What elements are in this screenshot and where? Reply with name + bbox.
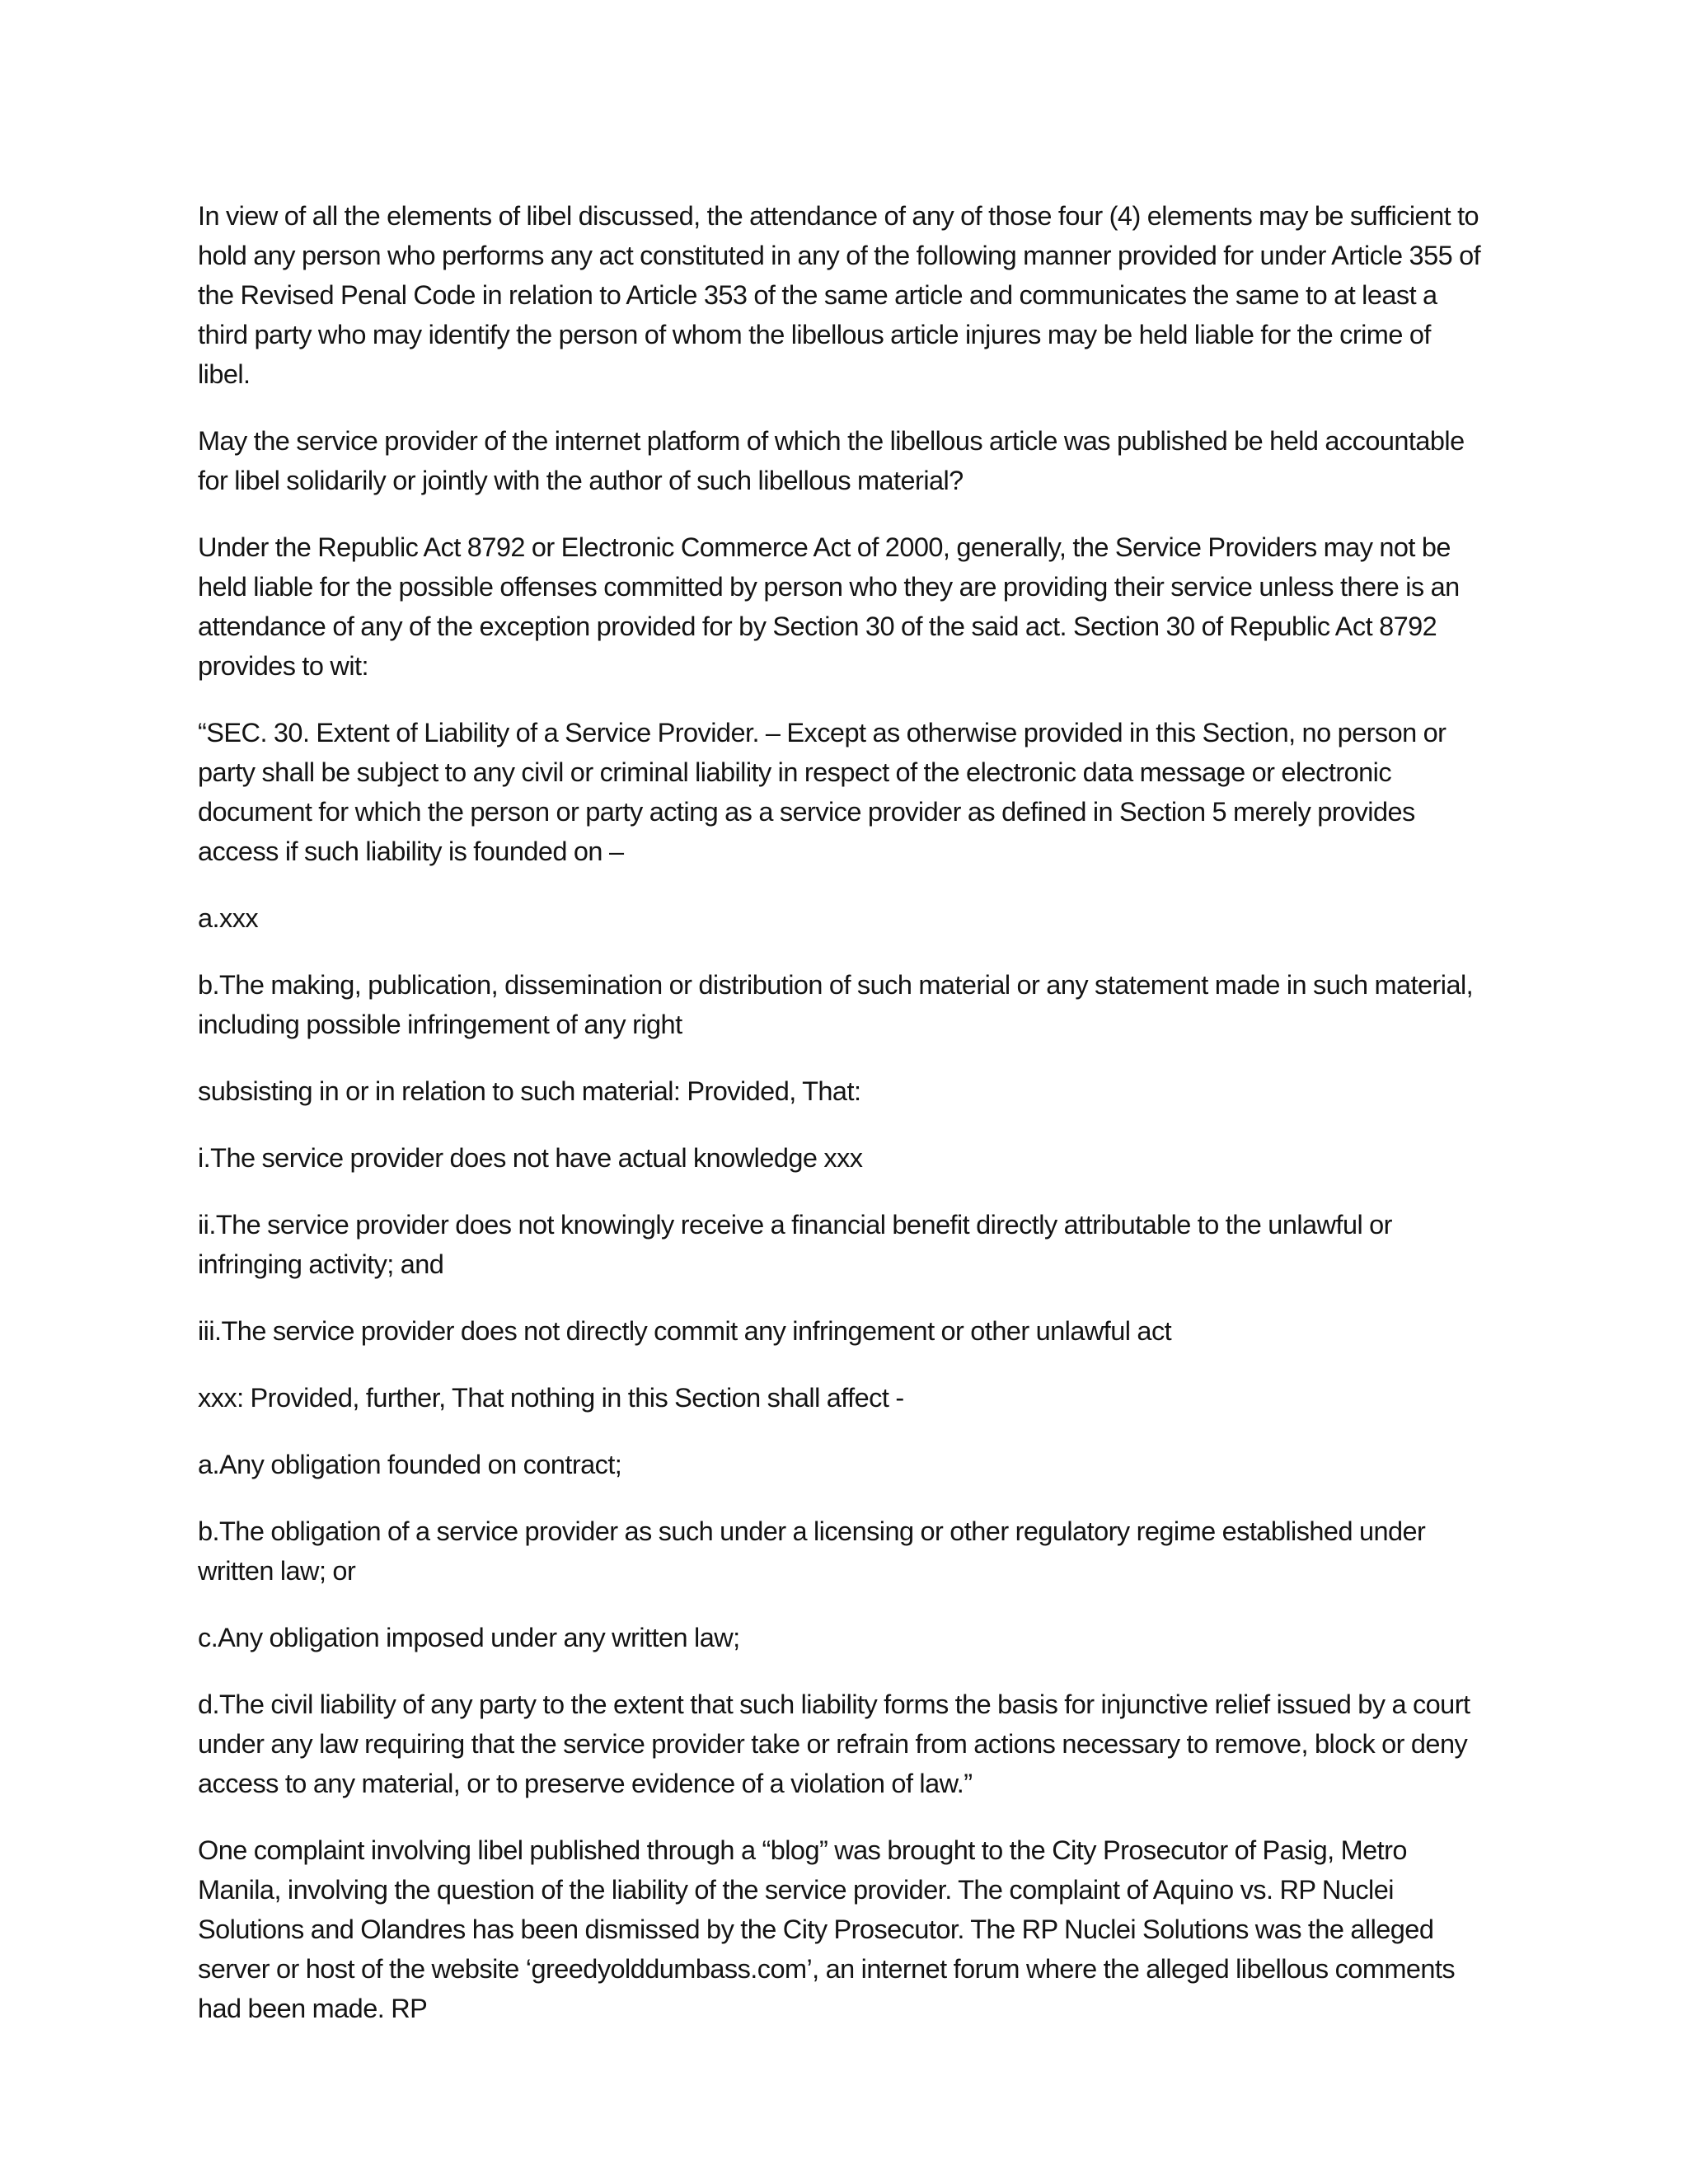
list-item-i: i.The service provider does not have actual knowledge xxx [198,1143,863,1173]
paragraph-libel-elements: In view of all the elements of libel discussed, the attendance of any of those four (4) elements may be sufficient to hold any person who performs any act constituted in any of the following manner provided for under Article 355 of the Revised Penal Code in relation to Article 353 of the same article and communicates the same to at least a third party who may identify the person of whom the libellous article injures may be held liable for the crime of libel. [198,201,1481,389]
paragraph-subsisting: subsisting in or in relation to such material: Provided, That: [198,1076,861,1106]
list-item-obligation-c: c.Any obligation imposed under any written law; [198,1623,740,1652]
paragraph-sec-30-quote: “SEC. 30. Extent of Liability of a Service Provider. – Except as otherwise provided in this Section, no person or party shall be subject to any civil or criminal liability in respect of the electronic data message or electronic document for which the person or party acting as a service provider as defined in Section 5 merely provides access if such liability is founded on – [198,718,1447,866]
list-item-iii: iii.The service provider does not directly commit any infringement or other unlawful act [198,1316,1172,1346]
paragraph-ra-8792: Under the Republic Act 8792 or Electronic Commerce Act of 2000, generally, the Service Providers may not be held liable for the possible offenses committed by person who they are providing their service unless there is an attendance of any of the exception provided for by Section 30 of the said act. Section 30 of Republic Act 8792 provides to wit: [198,532,1460,681]
list-item-ii: ii.The service provider does not knowingly receive a financial benefit directly attributable to the unlawful or infringing activity; and [198,1210,1392,1279]
list-item-obligation-a: a.Any obligation founded on contract; [198,1450,622,1479]
paragraph-service-provider-question: May the service provider of the internet platform of which the libellous article was published be held accountable for libel solidarily or jointly with the author of such libellous material? [198,426,1465,495]
list-item-b: b.The making, publication, dissemination or distribution of such material or any statement made in such material, including possible infringement of any right [198,970,1474,1039]
list-item-obligation-d: d.The civil liability of any party to the extent that such liability forms the basis for injunctive relief issued by a court under any law requiring that the service provider take or refrain from actions necessary to remove, block or deny access to any material, or to preserve evidence of a violation of law.” [198,1690,1470,1798]
paragraph-aquino-complaint: One complaint involving libel published through a “blog” was brought to the City Prosecutor of Pasig, Metro Manila, involving the question of the liability of the service provider. The complaint of Aquino vs. RP Nuclei Solutions and Olandres has been dismissed by the City Prosecutor. The RP Nuclei Solutions was the alleged server or host of the website ‘greedyolddumbass.com’, an internet forum where the alleged libellous comments had been made. RP [198,1835,1456,2023]
list-item-a: a.xxx [198,903,259,933]
document-body [198,196,1484,2028]
list-item-obligation-b: b.The obligation of a service provider as such under a licensing or other regulatory regime established under written law; or [198,1516,1426,1586]
paragraph-proviso: xxx: Provided, further, That nothing in this Section shall affect - [198,1383,904,1413]
